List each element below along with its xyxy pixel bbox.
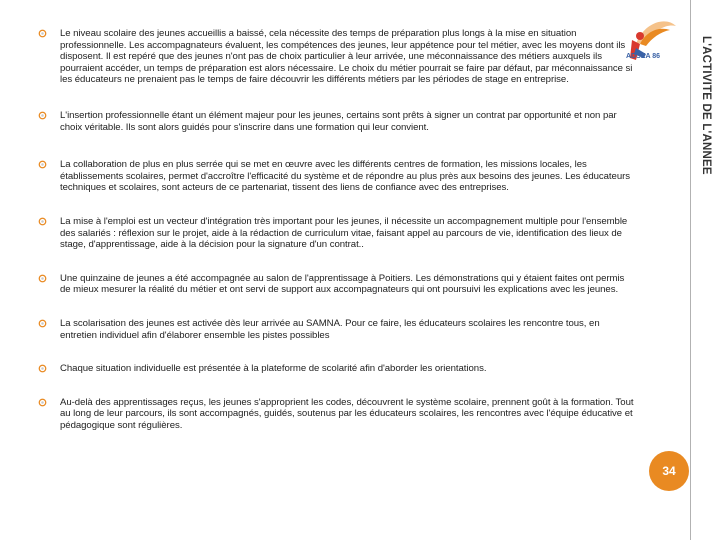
paragraph-text: Au-delà des apprentissages reçus, les jeunes s'approprient les codes, découvrent le système scolaire, prennent goût à la formation. Tout au long de leur parcours, ils sont accompagnés, guidés, soutenus par les éducateurs scolaires, les rencontres avec l'équipe éducative et pédagogique sont régulières. <box>60 396 634 431</box>
paragraph-text: La collaboration de plus en plus serrée qui se met en œuvre avec les différents centres de formation, les missions locales, les établissements scolaires, permet d'accroître l'efficacité du système et de répondre au plus près aux besoins des jeunes. Les éducateurs techniques et scolaires, sont acteurs de ce partenariat, tissent des liens de confiance avec des entreprises. <box>60 159 631 194</box>
list-item <box>38 110 634 133</box>
logo-text: ADSEA 86 <box>626 53 660 60</box>
paragraph-text: La scolarisation des jeunes est activée dès leur arrivée au SAMNA. Pour ce faire, les éducateurs scolaires les rencontre tous, en entretien individuel afin d'élaborer ensemble les pistes possibles <box>60 317 600 341</box>
list-item <box>38 318 634 341</box>
list-item <box>38 273 634 296</box>
bullet-list <box>38 28 634 431</box>
list-item <box>38 28 634 86</box>
list-item <box>38 216 634 251</box>
bullet-icon <box>38 217 47 226</box>
list-item <box>38 397 634 432</box>
paragraph-text: L'insertion professionnelle étant un élément majeur pour les jeunes, certains sont prêts à signer un contrat par opportunité et non par choix véritable. Ils sont alors guidés pour s'inscrire dans une formation qui leur convient. <box>60 109 617 133</box>
bullet-icon <box>38 111 47 120</box>
paragraph-text: Une quinzaine de jeunes a été accompagnée au salon de l'apprentissage à Poitiers. Les démonstrations qui y étaient faites ont permis de mieux mesurer la réalité du métier et ont servi de support aux accompagnateurs qui ont poursuivi les explications avec les jeunes. <box>60 272 625 296</box>
bullet-icon <box>38 398 47 407</box>
side-title: L'ACTIVITE DE L'ANNEE <box>700 36 712 175</box>
paragraph-text: Chaque situation individuelle est présentée à la plateforme de scolarité afin d'aborder les orientations. <box>60 363 487 375</box>
bullet-icon <box>38 274 47 283</box>
bullet-icon <box>38 319 47 328</box>
paragraph-text: La mise à l'emploi est un vecteur d'intégration très important pour les jeunes, il nécessite un accompagnement multiple pour l'ensemble des salariés : réflexion sur le projet, aide à la rédaction de curriculum vitae, faisant appel au parcours de vie, identification des lieux de stage, d'apprentissage, aide à la décision pour la signature d'un contrat.. <box>60 215 628 251</box>
paragraph-text: Le niveau scolaire des jeunes accueillis a baissé, cela nécessite des temps de préparation plus longs à la mise en situation professionnelle. Les accompagnateurs évaluent, les compétences des jeunes, leur appétence pour tel métier, avec les moyens dont ils disposent. Il est repéré que des jeunes n'ont pas de choix particulier à leur arrivée, une méconnaissance des métiers auxquels ils pourraient accéder, un temps de préparation est alors nécessaire. Le choix du métier pourrait se faire par défaut, par méconnaissance si les éducateurs ne prenaient pas le temps de faire découvrir les différents métiers par les périodes de stage en entreprise. <box>60 28 633 86</box>
bullet-icon <box>38 29 47 38</box>
page-number-badge: 34 <box>649 451 689 491</box>
bullet-icon <box>38 160 47 169</box>
list-item <box>38 363 634 375</box>
list-item <box>38 159 634 194</box>
bullet-icon <box>38 364 47 373</box>
